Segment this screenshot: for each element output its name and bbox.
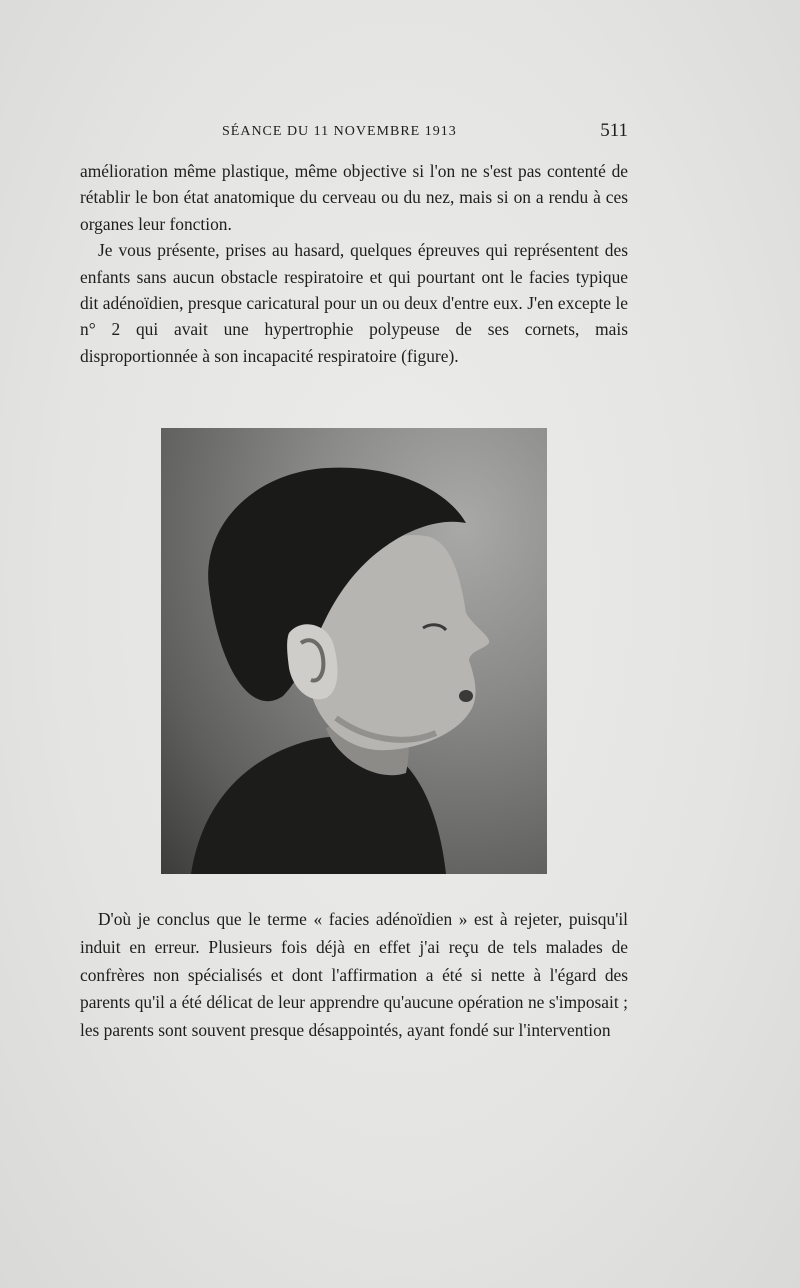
lower-text-block	[80, 906, 628, 1045]
paragraph-presentation: Je vous présente, prises au hasard, quelques épreuves qui représentent des enfants sans aucun obstacle respiratoire et qui pourtant ont le facies typique dit adénoïdien, presque caricatural pour un ou deux d'entre eux. J'en excepte le n° 2 qui avait une hypertrophie polypeuse de ses cornets, mais disproportionnée à son incapacité respiratoire (figure).	[80, 240, 628, 366]
portrait-photograph	[161, 428, 547, 874]
paragraph-continuation: amélioration même plastique, même objective si l'on ne s'est pas contenté de rétablir le bon état anatomique du cerveau ou du nez, mais si on a rendu à ces organes leur fonction.	[80, 161, 628, 234]
page-number: 511	[600, 120, 628, 141]
running-head	[80, 120, 628, 146]
paragraph-conclusion: D'où je conclus que le terme « facies adénoïdien » est à rejeter, puisqu'il induit en erreur. Plusieurs fois déjà en effet j'ai reçu de tels malades de confrères non spécialisés et dont l'affirmation a été si nette à l'égard des parents qu'il a été délicat de leur apprendre qu'aucune opération ne s'imposait ; les parents sont souvent presque désappointés, ayant fondé sur l'intervention	[80, 909, 628, 1041]
running-title: SÉANCE DU 11 NOVEMBRE 1913	[222, 124, 457, 139]
open-mouth-shape	[459, 690, 473, 702]
boy-profile-figure	[161, 428, 547, 874]
upper-text-block	[80, 158, 628, 369]
